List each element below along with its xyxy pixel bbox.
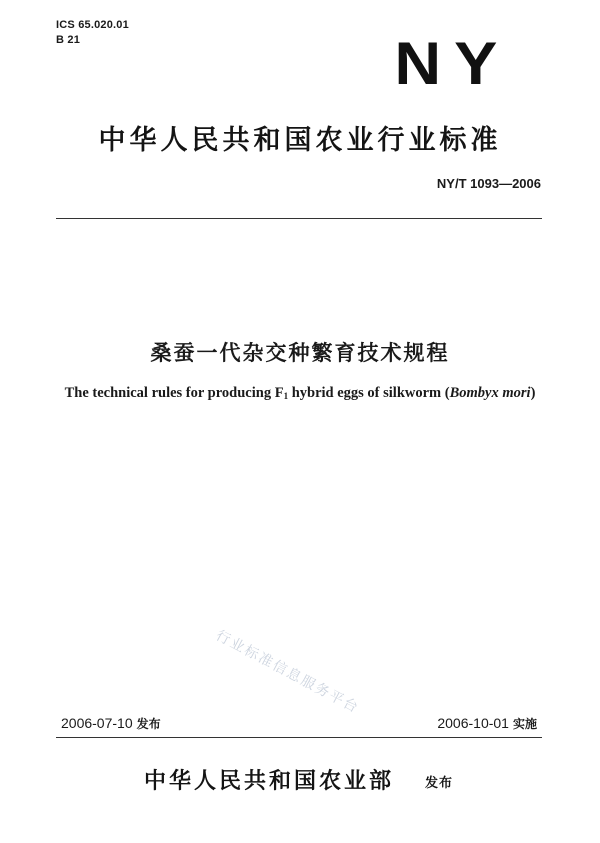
implement-label: 实施 xyxy=(512,717,537,731)
title-english-scientific-name: Bombyx mori xyxy=(449,385,531,401)
title-english-subscript: 1 xyxy=(283,391,289,401)
implement-date: 2006-10-01 xyxy=(437,715,509,731)
watermark: 行业标准信息服务平台 xyxy=(213,627,362,717)
document-title-chinese: 桑蚕一代杂交种繁育技术规程 xyxy=(150,341,450,365)
title-english-part2: hybrid eggs of silkworm ( xyxy=(288,385,450,401)
classification-code: B 21 xyxy=(56,34,81,46)
publish-label: 发布 xyxy=(136,717,161,731)
publish-date-line xyxy=(61,715,161,732)
title-english-part3: ) xyxy=(530,385,536,401)
ics-code: ICS 65.020.01 xyxy=(56,19,129,31)
publish-date: 2006-07-10 xyxy=(61,715,133,731)
standard-heading: 中华人民共和国农业行业标准 xyxy=(98,125,502,156)
header-divider xyxy=(56,218,542,219)
ny-logo: NY xyxy=(394,30,510,97)
footer-divider xyxy=(56,737,542,738)
document-title-english xyxy=(0,385,600,402)
standard-number: NY/T 1093—2006 xyxy=(436,176,541,191)
issuing-authority: 中华人民共和国农业部 xyxy=(144,769,395,794)
implement-date-line xyxy=(437,715,537,732)
issue-label: 发布 xyxy=(425,776,454,791)
title-english-part1: The technical rules for producing F xyxy=(64,385,284,401)
